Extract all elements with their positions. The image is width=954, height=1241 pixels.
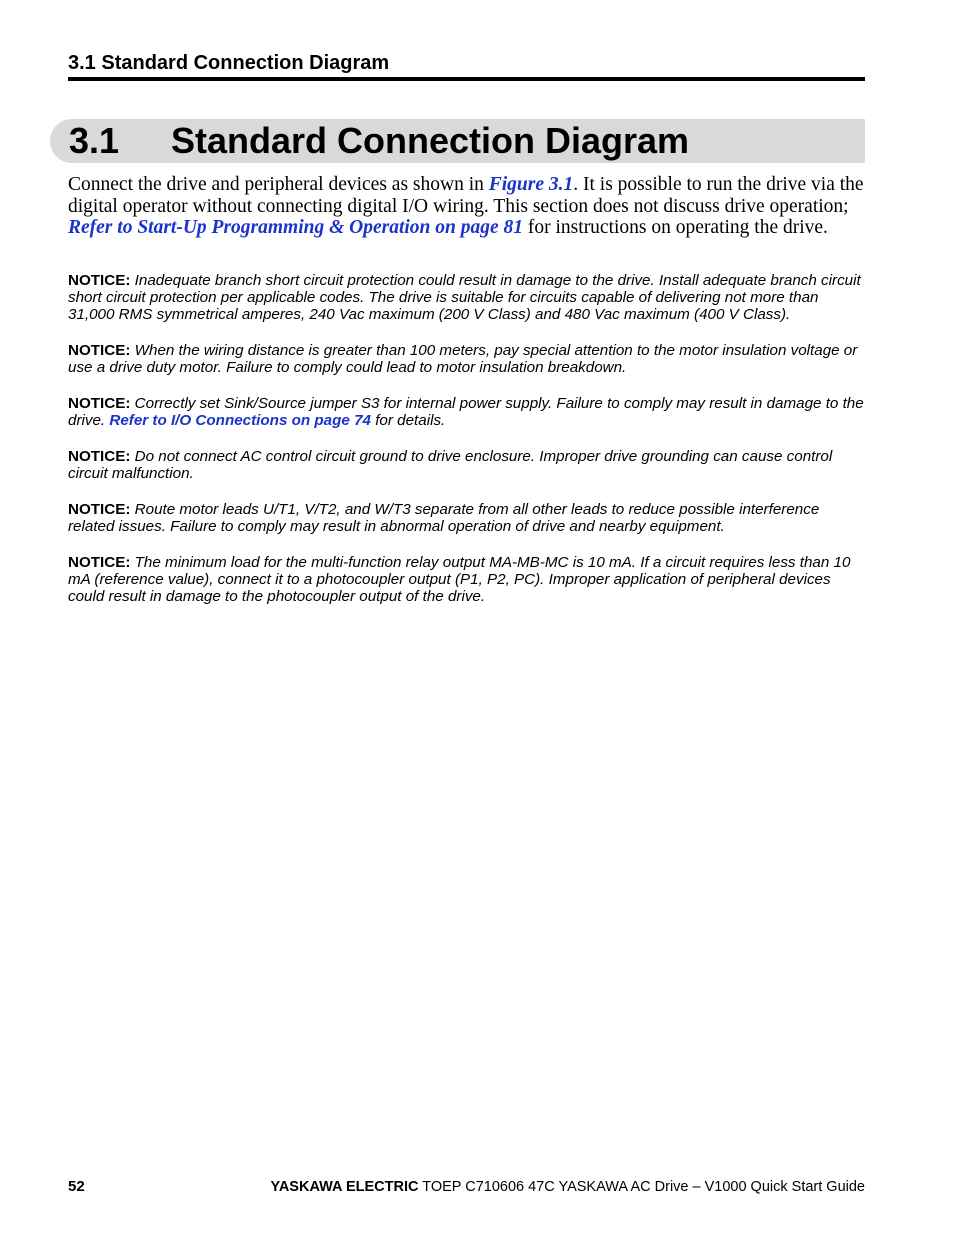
section-title: Standard Connection Diagram: [171, 120, 690, 161]
notice-list: [68, 272, 868, 624]
notice-text: Inadequate branch short circuit protection could result in damage to the drive. Install adequate branch circuit short circuit protection per applicable codes. The drive is suitable for circuits capable of delivering not more than 31,000 RMS symmetrical amperes, 240 Vac maximum (200 V Class) and 480 Vac maximum (400 V Class).: [68, 272, 861, 323]
intro-text-3: for instructions on operating the drive.: [523, 217, 828, 239]
notice-label: NOTICE:: [68, 554, 131, 571]
notice-text: Do not connect AC control circuit ground to drive enclosure. Improper drive grounding can cause control circuit malfunction.: [68, 448, 833, 482]
intro-paragraph: [68, 174, 868, 239]
page-number: 52: [68, 1178, 85, 1195]
notice-label: NOTICE:: [68, 501, 131, 518]
notice-relay-load: [68, 554, 868, 605]
notice-ground: [68, 448, 868, 482]
intro-text-1: Connect the drive and peripheral devices as shown in: [68, 174, 489, 195]
running-header: 3.1 Standard Connection Diagram: [68, 52, 390, 74]
notice-text: Correctly set Sink/Source jumper S3 for internal power supply. Failure to comply may result in damage to the drive.: [68, 395, 864, 429]
notice-sink-source: [68, 395, 868, 429]
footer-document-title: [271, 1179, 866, 1195]
footer-doc-text: TOEP C710606 47C YASKAWA AC Drive – V1000 Quick Start Guide: [418, 1179, 865, 1195]
notice-label: NOTICE:: [68, 342, 131, 359]
notice-motor-leads: [68, 501, 868, 535]
notice-text-after: for details.: [370, 412, 446, 429]
startup-programming-link[interactable]: Refer to Start-Up Programming & Operation on page 81: [68, 217, 524, 239]
notice-label: NOTICE:: [68, 272, 131, 289]
section-number: 3.1: [69, 120, 120, 161]
notice-text: The minimum load for the multi-function relay output MA-MB-MC is 10 mA. If a circuit requires less than 10 mA (reference value), connect it to a photocoupler output (P1, P2, PC). Improper application of peripheral devices could result in damage to the photocoupler output of the drive.: [68, 554, 851, 605]
notice-branch-circuit: [68, 272, 868, 323]
figure-link[interactable]: Figure 3.1: [488, 174, 574, 195]
notice-label: NOTICE:: [68, 448, 131, 465]
notice-label: NOTICE:: [68, 395, 131, 412]
notice-text: When the wiring distance is greater than 100 meters, pay special attention to the motor insulation voltage or use a drive duty motor. Failure to comply could lead to motor insulation breakdown.: [68, 342, 858, 376]
intro-text-2: . It is possible to run the drive via the digital operator without connecting digital I/O wiring. This section does not discuss drive operation;: [68, 174, 864, 217]
header-rule: [68, 77, 865, 81]
footer-brand: YASKAWA ELECTRIC: [270, 1179, 419, 1195]
notice-wiring-distance: [68, 342, 868, 376]
notice-text: Route motor leads U/T1, V/T2, and W/T3 separate from all other leads to reduce possible interference related issues. Failure to comply may result in abnormal operation of drive and nearby equipment.: [68, 501, 820, 535]
io-connections-link[interactable]: Refer to I/O Connections on page 74: [109, 412, 371, 429]
